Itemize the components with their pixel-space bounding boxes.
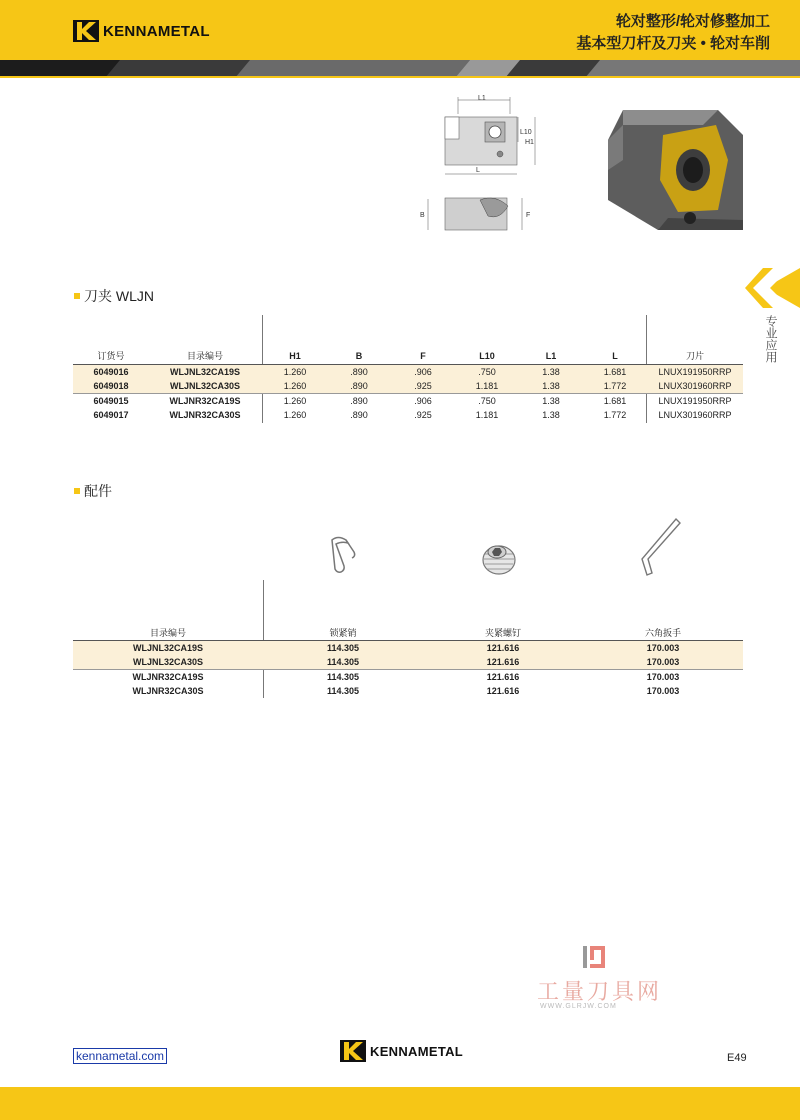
table-header-row [73, 626, 743, 640]
section-bullet-icon [74, 293, 80, 299]
section1-title: 刀夹 WLJN [84, 288, 154, 304]
col-hex-wrench: 六角扳手 [644, 628, 681, 638]
col-b: B [355, 351, 363, 361]
side-tab-label: 专业应用 [764, 315, 778, 363]
footer-brand-name: KENNAMETAL [370, 1043, 464, 1059]
footer-website-link[interactable]: kennametal.com [73, 1048, 167, 1064]
col-l1: L1 [545, 351, 557, 361]
header-stripe [0, 60, 800, 78]
table-row: 6049017 WLJNR32CA30S 1.260 .890 .925 1.181 1.38 1.772 LNUX301960RRP [93, 410, 732, 420]
table-row: 6049018 WLJNL32CA30S 1.260 .890 .925 1.181 1.38 1.772 LNUX301960RRP [73, 379, 743, 393]
accessory-table [73, 580, 743, 700]
section1-title-wrap [74, 286, 154, 306]
holder-spec-table [73, 315, 743, 430]
dim-f: F [526, 212, 531, 219]
dim-l1: L1 [478, 95, 486, 102]
table-row: WLJNR32CA19S 114.305 121.616 170.003 [132, 672, 680, 682]
table-row: WLJNL32CA19S 114.305 121.616 170.003 [73, 641, 743, 655]
clamp-screw-icon [475, 532, 525, 582]
brand-logo [73, 20, 210, 42]
brand-name: KENNAMETAL [103, 22, 210, 40]
col-h1: H1 [289, 351, 301, 361]
table-row: WLJNL32CA30S 114.305 121.616 170.003 [73, 655, 743, 669]
col-lock-pin: 锁紧销 [329, 628, 357, 638]
col-f: F [420, 351, 426, 361]
page-number: E49 [727, 1052, 747, 1064]
col-l10: L10 [479, 351, 495, 361]
dimension-drawing [410, 92, 540, 242]
section2-title-wrap [74, 481, 112, 501]
holder-3d-image [598, 100, 748, 245]
section2-title: 配件 [84, 483, 112, 499]
col-insert: 刀片 [685, 351, 704, 361]
kennametal-k-icon [340, 1040, 366, 1062]
dim-l: L [476, 167, 480, 174]
lock-pin-icon [318, 530, 368, 580]
col-clamp-screw: 夹紧螺钉 [484, 628, 521, 638]
table-row: 6049015 WLJNR32CA19S 1.260 .890 .906 .750 1.38 1.681 LNUX191950RRP [93, 396, 732, 406]
footer-band [0, 1087, 800, 1120]
table-header-row [73, 349, 743, 363]
dim-l10: L10 [520, 129, 532, 136]
table-row: 6049016 WLJNL32CA19S 1.260 .890 .906 .750 1.38 1.681 LNUX191950RRP [73, 365, 743, 379]
watermark-url: WWW.GLRJW.COM [540, 1003, 617, 1010]
section-bullet-icon [74, 488, 80, 494]
col-catalog-no: 目录编号 [149, 628, 186, 638]
watermark-logo-icon [580, 943, 608, 971]
header-title-line1: 轮对整形/轮对修整加工 [615, 13, 770, 30]
col-l: L [612, 351, 618, 361]
col-order-no: 订货号 [97, 351, 125, 361]
side-tab-chevron-icon [745, 268, 800, 308]
col-catalog-no: 目录编号 [186, 351, 223, 361]
table-row: WLJNR32CA30S 114.305 121.616 170.003 [132, 686, 680, 696]
header-title-line2: 基本型刀杆及刀夹 • 轮对车削 [576, 35, 770, 52]
dim-b: B [420, 212, 425, 219]
footer-brand-logo [340, 1040, 463, 1062]
hex-wrench-icon [630, 515, 685, 580]
dim-h1: H1 [525, 139, 534, 146]
watermark-text: 工量刀具网 [537, 980, 663, 1005]
kennametal-k-icon [73, 20, 99, 42]
